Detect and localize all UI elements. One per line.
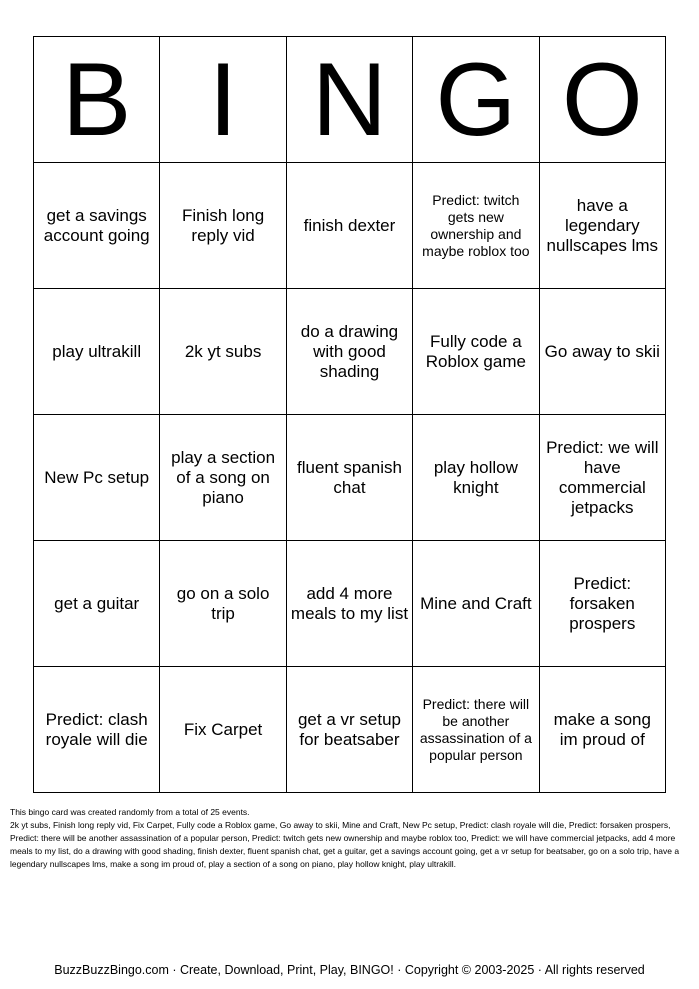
bingo-cell: Predict: twitch gets new ownership and maybe roblox too	[413, 163, 539, 289]
bingo-cell: Mine and Craft	[413, 541, 539, 667]
bingo-cell: fluent spanish chat	[286, 415, 412, 541]
bingo-cell: Predict: clash royale will die	[34, 667, 160, 793]
bingo-cell: play ultrakill	[34, 289, 160, 415]
bingo-cell: get a savings account going	[34, 163, 160, 289]
bingo-cell: finish dexter	[286, 163, 412, 289]
bingo-cell: New Pc setup	[34, 415, 160, 541]
header-letter-i: I	[160, 37, 286, 163]
bingo-cell: go on a solo trip	[160, 541, 286, 667]
header-letter-n: N	[286, 37, 412, 163]
bingo-cell: get a vr setup for beatsaber	[286, 667, 412, 793]
bingo-row-2	[34, 289, 666, 415]
page-footer: BuzzBuzzBingo.com · Create, Download, Print, Play, BINGO! · Copyright © 2003-2025 · All rights reserved	[54, 963, 645, 977]
bingo-cell: play hollow knight	[413, 415, 539, 541]
header-letter-b: B	[34, 37, 160, 163]
card-info-events-list: 2k yt subs, Finish long reply vid, Fix Carpet, Fully code a Roblox game, Go away to skii, Mine and Craft, New Pc setup, Predict: clash royale will die, Predict: forsaken prospers, Predict: there will be another assassination of a popular person, Predict: twitch gets new ownership and maybe roblox too, Predict: we will have commercial jetpacks, add 4 more meals to my list, do a drawing with good shading, finish dexter, fluent spanish chat, get a guitar, get a savings account going, get a vr setup for beatsaber, go on a solo trip, have a legendary nullscapes lms, make a song im proud of, play a section of a song on piano, play hollow knight, play ultrakill.	[10, 820, 680, 869]
bingo-cell: Predict: we will have commercial jetpacks	[539, 415, 665, 541]
bingo-header-row	[34, 37, 666, 163]
bingo-cell: Finish long reply vid	[160, 163, 286, 289]
bingo-cell: add 4 more meals to my list	[286, 541, 412, 667]
bingo-cell: Predict: there will be another assassination of a popular person	[413, 667, 539, 793]
bingo-card	[33, 36, 666, 793]
bingo-cell: Fix Carpet	[160, 667, 286, 793]
bingo-cell: 2k yt subs	[160, 289, 286, 415]
bingo-cell: play a section of a song on piano	[160, 415, 286, 541]
header-letter-g: G	[413, 37, 539, 163]
card-info	[10, 806, 690, 871]
bingo-row-3	[34, 415, 666, 541]
bingo-cell: Predict: forsaken prospers	[539, 541, 665, 667]
bingo-cell: Go away to skii	[539, 289, 665, 415]
bingo-cell: make a song im proud of	[539, 667, 665, 793]
card-info-summary: This bingo card was created randomly from a total of 25 events.	[10, 807, 250, 817]
header-letter-o: O	[539, 37, 665, 163]
bingo-cell: have a legendary nullscapes lms	[539, 163, 665, 289]
bingo-cell: Fully code a Roblox game	[413, 289, 539, 415]
bingo-row-1	[34, 163, 666, 289]
bingo-cell: do a drawing with good shading	[286, 289, 412, 415]
bingo-row-4	[34, 541, 666, 667]
bingo-row-5	[34, 667, 666, 793]
bingo-cell: get a guitar	[34, 541, 160, 667]
